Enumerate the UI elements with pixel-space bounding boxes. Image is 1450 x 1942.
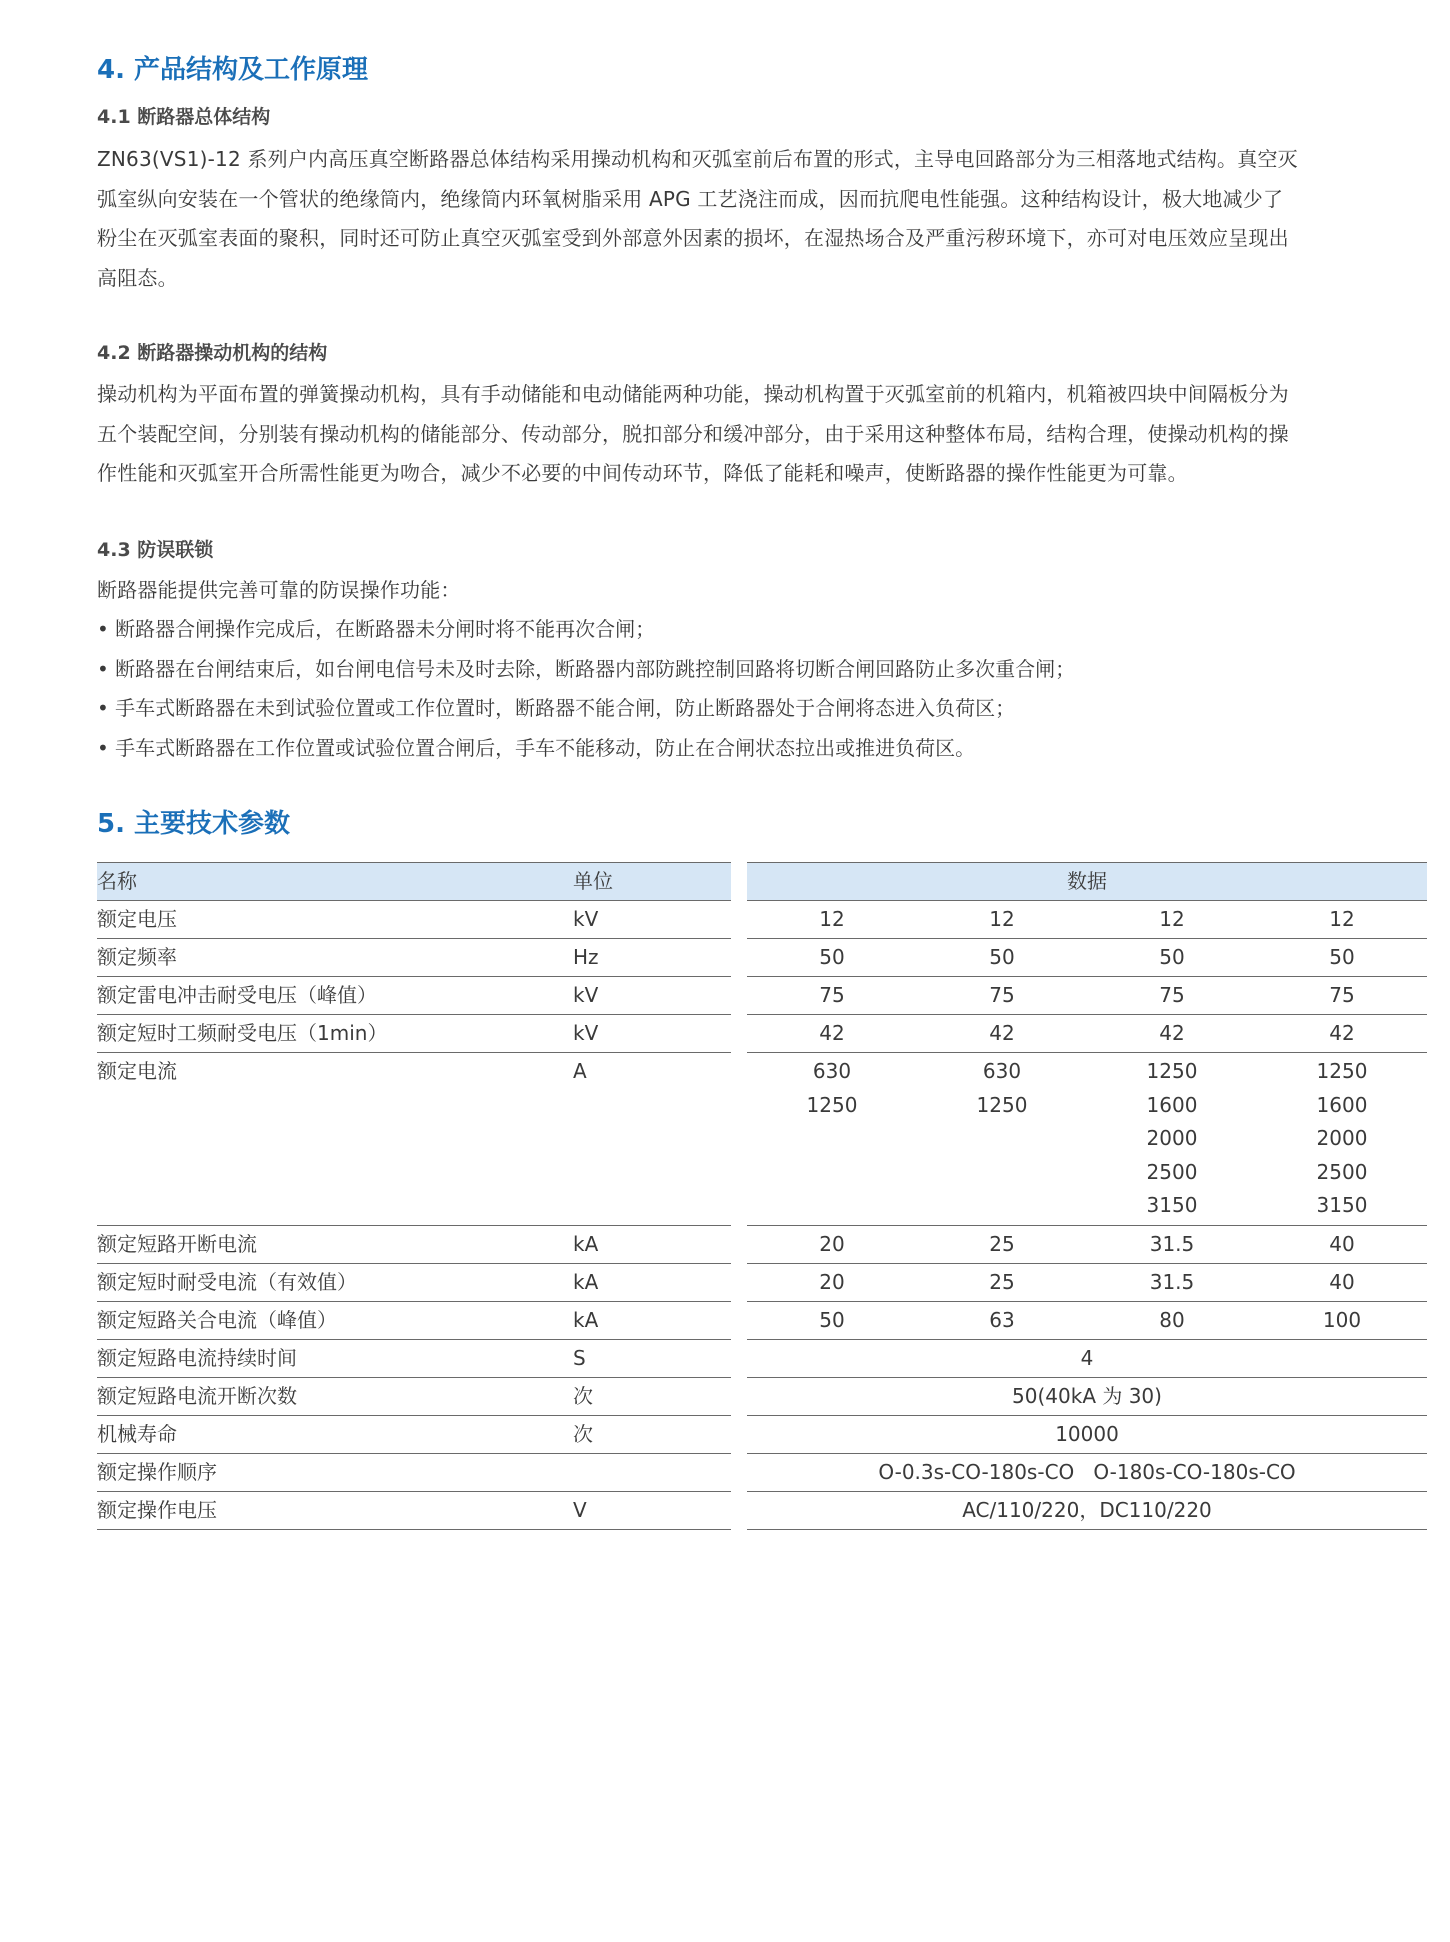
row-unit: A	[573, 1059, 587, 1083]
table-row	[97, 1492, 1427, 1530]
paragraph-line: 弧室纵向安装在一个管状的绝缘筒内，绝缘筒内环氧树脂采用 APG 工艺浇注而成，因而抗爬电性能强。这种结构设计，极大地减少了	[97, 186, 1284, 211]
table-row	[97, 1015, 1427, 1053]
cell: 63	[989, 1308, 1015, 1332]
cell: 12	[819, 907, 845, 931]
cell: 40	[1329, 1270, 1355, 1294]
cell-value: 1600	[1316, 1092, 1368, 1117]
cell-value: 2000	[1146, 1126, 1198, 1150]
tech-params-table	[97, 862, 1427, 1530]
cell-value: 1250	[1146, 1059, 1198, 1083]
header-data: 数据	[1067, 869, 1107, 893]
cell	[1087, 1053, 1257, 1225]
cell: 12	[989, 907, 1015, 931]
cell: 50	[819, 945, 845, 969]
table-row	[97, 1302, 1427, 1340]
row-name: 额定电流	[97, 1059, 177, 1083]
cell: 50	[819, 1308, 845, 1332]
row-name: 额定短时工频耐受电压（1min）	[97, 1021, 388, 1045]
row-unit: kA	[573, 1308, 599, 1332]
cell-value: 1600	[1146, 1092, 1198, 1117]
cell	[1257, 1053, 1427, 1225]
cell-value: 2500	[1146, 1159, 1198, 1184]
paragraph-line: 五个装配空间，分别装有操动机构的储能部分、传动部分，脱扣部分和缓冲部分，由于采用这种整体布局，结构合理，使操动机构的操	[97, 421, 1289, 446]
paragraph-line: 操动机构为平面布置的弹簧操动机构，具有手动储能和电动储能两种功能，操动机构置于灭弧室前的机箱内，机箱被四块中间隔板分为	[97, 382, 1289, 406]
cell: 42	[819, 1021, 845, 1045]
cell: 12	[1159, 907, 1185, 931]
row-name: 额定短时耐受电流（有效值）	[97, 1270, 357, 1294]
row-name: 机械寿命	[97, 1422, 177, 1446]
table-header-row	[97, 862, 1427, 901]
cell: O-0.3s-CO-180s-CO O-180s-CO-180s-CO	[878, 1460, 1296, 1484]
row-unit: 次	[573, 1422, 593, 1446]
cell-value: 630	[982, 1059, 1022, 1083]
list-item: • 手车式断路器在工作位置或试验位置合闸后，手车不能移动，防止在合闸状态拉出或推进负荷区。	[97, 735, 976, 760]
interlock-bullet-list	[97, 610, 1427, 768]
row-unit	[573, 1454, 731, 1491]
table-row	[97, 977, 1427, 1015]
cell: 25	[989, 1270, 1015, 1294]
row-name: 额定电压	[97, 907, 177, 931]
cell-value: 630	[812, 1059, 852, 1083]
cell: 80	[1159, 1308, 1185, 1332]
cell	[747, 1053, 917, 1225]
cell-value: 2500	[1316, 1159, 1368, 1184]
paragraph-line: 粉尘在灭弧室表面的聚积，同时还可防止真空灭弧室受到外部意外因素的损坏，在湿热场合及严重污秽环境下，亦可对电压效应呈现出	[97, 226, 1289, 250]
section-4-2-paragraph	[97, 375, 1427, 494]
cell: 42	[1159, 1021, 1185, 1045]
cell: 75	[1329, 983, 1355, 1007]
cell: 20	[819, 1270, 845, 1294]
section-4-title: 4. 产品结构及工作原理	[97, 55, 369, 85]
row-name: 额定操作电压	[97, 1498, 217, 1522]
row-unit: kV	[573, 907, 599, 931]
cell: 50	[1329, 945, 1355, 969]
cell: 40	[1329, 1232, 1355, 1256]
row-unit: kV	[573, 983, 599, 1007]
row-unit: Hz	[573, 945, 599, 969]
cell-value: 3150	[1316, 1193, 1368, 1217]
cell: 100	[1322, 1308, 1362, 1332]
row-name: 额定短路关合电流（峰值）	[97, 1308, 337, 1332]
row-name: 额定短路电流持续时间	[97, 1346, 297, 1370]
cell: 50(40kA 为 30)	[1012, 1384, 1162, 1408]
cell: 75	[1159, 983, 1185, 1007]
cell-value: 2000	[1316, 1126, 1368, 1150]
list-item: • 断路器在台闸结束后，如台闸电信号未及时去除，断路器内部防跳控制回路将切断合闸回路防止多次重合闸；	[97, 656, 1076, 681]
table-row	[97, 1226, 1427, 1264]
cell	[917, 1053, 1087, 1225]
table-row-rated-current	[97, 1053, 1427, 1226]
section-4-2-heading: 4.2 断路器操动机构的结构	[97, 342, 328, 364]
table-row	[97, 901, 1427, 939]
table-row	[97, 1454, 1427, 1492]
cell: 42	[1329, 1021, 1355, 1045]
table-row	[97, 1264, 1427, 1302]
paragraph-line: 作性能和灭弧室开合所需性能更为吻合，减少不必要的中间传动环节，降低了能耗和噪声，使断路器的操作性能更为可靠。	[97, 461, 1188, 485]
row-name: 额定短路开断电流	[97, 1232, 257, 1256]
row-unit: 次	[573, 1384, 593, 1408]
row-name: 额定频率	[97, 945, 177, 969]
section-4-1-paragraph	[97, 140, 1427, 298]
list-item: • 手车式断路器在未到试验位置或工作位置时，断路器不能合闸，防止断路器处于合闸将态进入负荷区；	[97, 696, 1016, 720]
table-row	[97, 1340, 1427, 1378]
cell-value: 1250	[806, 1092, 858, 1117]
cell: 31.5	[1149, 1270, 1195, 1294]
cell-value: 3150	[1146, 1193, 1198, 1217]
row-name: 额定短路电流开断次数	[97, 1384, 297, 1408]
header-unit: 单位	[573, 869, 613, 893]
table-row	[97, 1416, 1427, 1454]
paragraph-line: 高阻态。	[97, 265, 178, 290]
cell: 31.5	[1149, 1232, 1195, 1256]
cell: 50	[1159, 945, 1185, 969]
row-unit: V	[573, 1498, 587, 1522]
cell: AC/110/220，DC110/220	[962, 1498, 1212, 1522]
list-item: • 断路器合闸操作完成后，在断路器未分闸时将不能再次合闸；	[97, 617, 656, 641]
cell: 75	[819, 983, 845, 1007]
table-row	[97, 939, 1427, 977]
section-4-3-intro: 断路器能提供完善可靠的防误操作功能：	[97, 578, 461, 602]
row-unit: S	[573, 1346, 586, 1370]
cell: 75	[989, 983, 1015, 1007]
table-row	[97, 1378, 1427, 1416]
cell: 50	[989, 945, 1015, 969]
cell-value: 1250	[1316, 1059, 1368, 1083]
cell-value: 1250	[976, 1092, 1028, 1117]
section-5-title: 5. 主要技术参数	[97, 809, 291, 839]
header-name: 名称	[97, 869, 137, 893]
row-unit: kA	[573, 1232, 599, 1256]
row-unit: kA	[573, 1270, 599, 1294]
cell: 10000	[1055, 1422, 1119, 1446]
section-4-3-heading: 4.3 防误联锁	[97, 539, 214, 561]
section-4-1-heading: 4.1 断路器总体结构	[97, 106, 271, 128]
cell: 42	[989, 1021, 1015, 1045]
row-name: 额定雷电冲击耐受电压（峰值）	[97, 983, 377, 1007]
paragraph-line: ZN63(VS1)-12 系列户内高压真空断路器总体结构采用操动机构和灭弧室前后布置的形式，主导电回路部分为三相落地式结构。真空灭	[97, 147, 1298, 171]
cell: 25	[989, 1232, 1015, 1256]
row-unit: kV	[573, 1021, 599, 1045]
row-name: 额定操作顺序	[97, 1460, 217, 1484]
cell: 12	[1329, 907, 1355, 931]
cell: 20	[819, 1232, 845, 1256]
cell: 4	[1080, 1346, 1094, 1370]
